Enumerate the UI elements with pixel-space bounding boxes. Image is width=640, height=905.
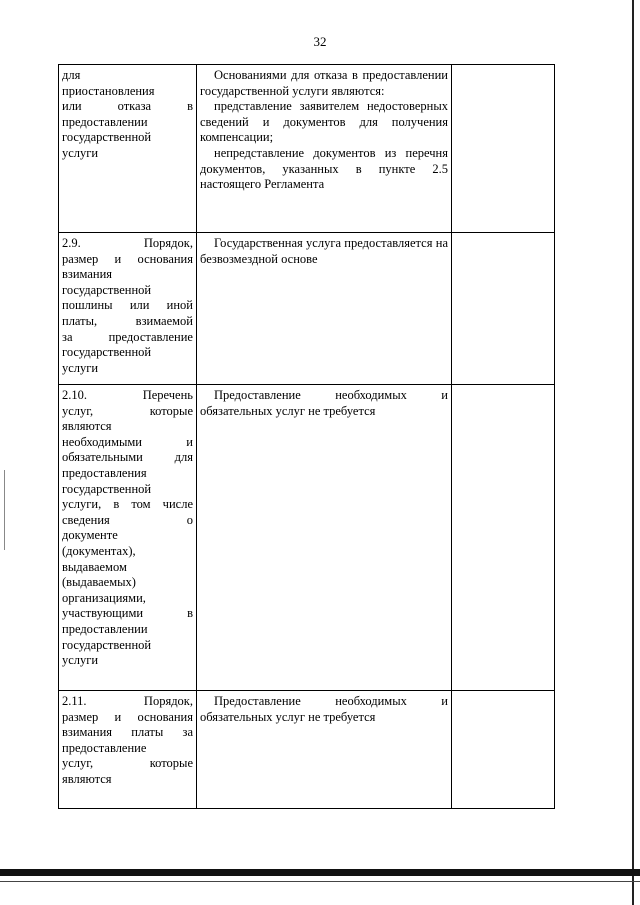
- section-content-paragraph: Предоставление необходимых и обязательных услуг не требуется: [200, 694, 448, 724]
- section-title-line: государственной: [62, 130, 152, 145]
- section-title-line: приостановления: [62, 83, 155, 98]
- table-row: [59, 65, 555, 233]
- section-title-line: взимания: [62, 267, 113, 282]
- table-row: [59, 385, 555, 691]
- section-title-cell: [59, 65, 197, 233]
- section-title-line: документе: [62, 528, 118, 543]
- section-title-line: являются: [62, 419, 112, 434]
- scan-edge-left: [4, 470, 5, 550]
- notes-cell: [452, 65, 555, 233]
- section-title-line: организациями,: [62, 590, 146, 605]
- page-number: 32: [313, 34, 327, 49]
- section-title-line: услуги, в том числе: [62, 497, 193, 512]
- section-title-cell: [59, 233, 197, 385]
- section-title-line: размер и основания: [62, 709, 193, 724]
- section-title-line: обязательными для: [62, 450, 193, 465]
- section-title-line: сведения о: [62, 512, 193, 527]
- section-title-line: пошлины или иной: [62, 298, 193, 313]
- section-title-line: предоставления: [62, 465, 147, 480]
- table-row: [59, 233, 555, 385]
- notes-cell: [452, 691, 555, 809]
- section-title-line: государственной: [62, 481, 152, 496]
- section-content-cell: [197, 385, 452, 691]
- section-title-line: услуги: [62, 360, 99, 375]
- section-title-line: предоставлении: [62, 621, 148, 636]
- scan-edge-right: [632, 0, 634, 905]
- section-title-line: предоставление: [62, 740, 147, 755]
- section-content-cell: [197, 691, 452, 809]
- section-title-line: взимания платы за: [62, 725, 193, 740]
- section-title-line: (документах),: [62, 543, 136, 558]
- section-title-line: государственной: [62, 637, 152, 652]
- section-title-line: за предоставление: [62, 329, 193, 344]
- section-content-paragraph: Основаниями для отказа в предоставлении государственной услуги являются:: [200, 68, 448, 98]
- section-title-cell: [59, 691, 197, 809]
- section-content-paragraph: непредставление документов из перечня документов, указанных в пункте 2.5 настоящего Регламента: [200, 145, 448, 192]
- section-title-cell: [59, 385, 197, 691]
- section-content-paragraph: Государственная услуга предоставляется на безвозмездной основе: [200, 236, 448, 266]
- section-title-line: услуг, которые: [62, 756, 193, 771]
- scan-bottom-line: [0, 881, 640, 882]
- section-title-line: размер и основания: [62, 251, 193, 266]
- notes-cell: [452, 233, 555, 385]
- section-title-line: необходимыми и: [62, 434, 193, 449]
- section-title-line: предоставлении: [62, 114, 148, 129]
- section-title-line: государственной: [62, 282, 152, 297]
- section-title-line: участвующими в: [62, 606, 193, 621]
- section-content-paragraph: представление заявителем недостоверных сведений и документов для получения компенсации;: [200, 99, 448, 145]
- regulation-table: [58, 64, 555, 809]
- section-content-cell: [197, 233, 452, 385]
- section-title-line: услуг, которые: [62, 403, 193, 418]
- section-title-line: 2.10. Перечень: [62, 388, 193, 402]
- section-title-line: выдаваемом: [62, 559, 127, 574]
- section-content-paragraph: Предоставление необходимых и обязательных услуг не требуется: [200, 388, 448, 418]
- section-title-line: являются: [62, 771, 112, 786]
- table-row: [59, 691, 555, 809]
- section-title-line: услуги: [62, 145, 99, 160]
- section-title-line: 2.11. Порядок,: [62, 694, 193, 708]
- section-title-line: государственной: [62, 345, 152, 360]
- section-title-line: услуги: [62, 653, 99, 668]
- section-title-line: платы, взимаемой: [62, 313, 193, 328]
- scan-bottom-bar: [0, 869, 640, 876]
- notes-cell: [452, 385, 555, 691]
- section-content-cell: [197, 65, 452, 233]
- section-title-line: или отказа в: [62, 99, 193, 114]
- section-title-line: 2.9. Порядок,: [62, 236, 193, 250]
- section-title-line: (выдаваемых): [62, 575, 136, 590]
- section-title-line: для: [62, 68, 81, 82]
